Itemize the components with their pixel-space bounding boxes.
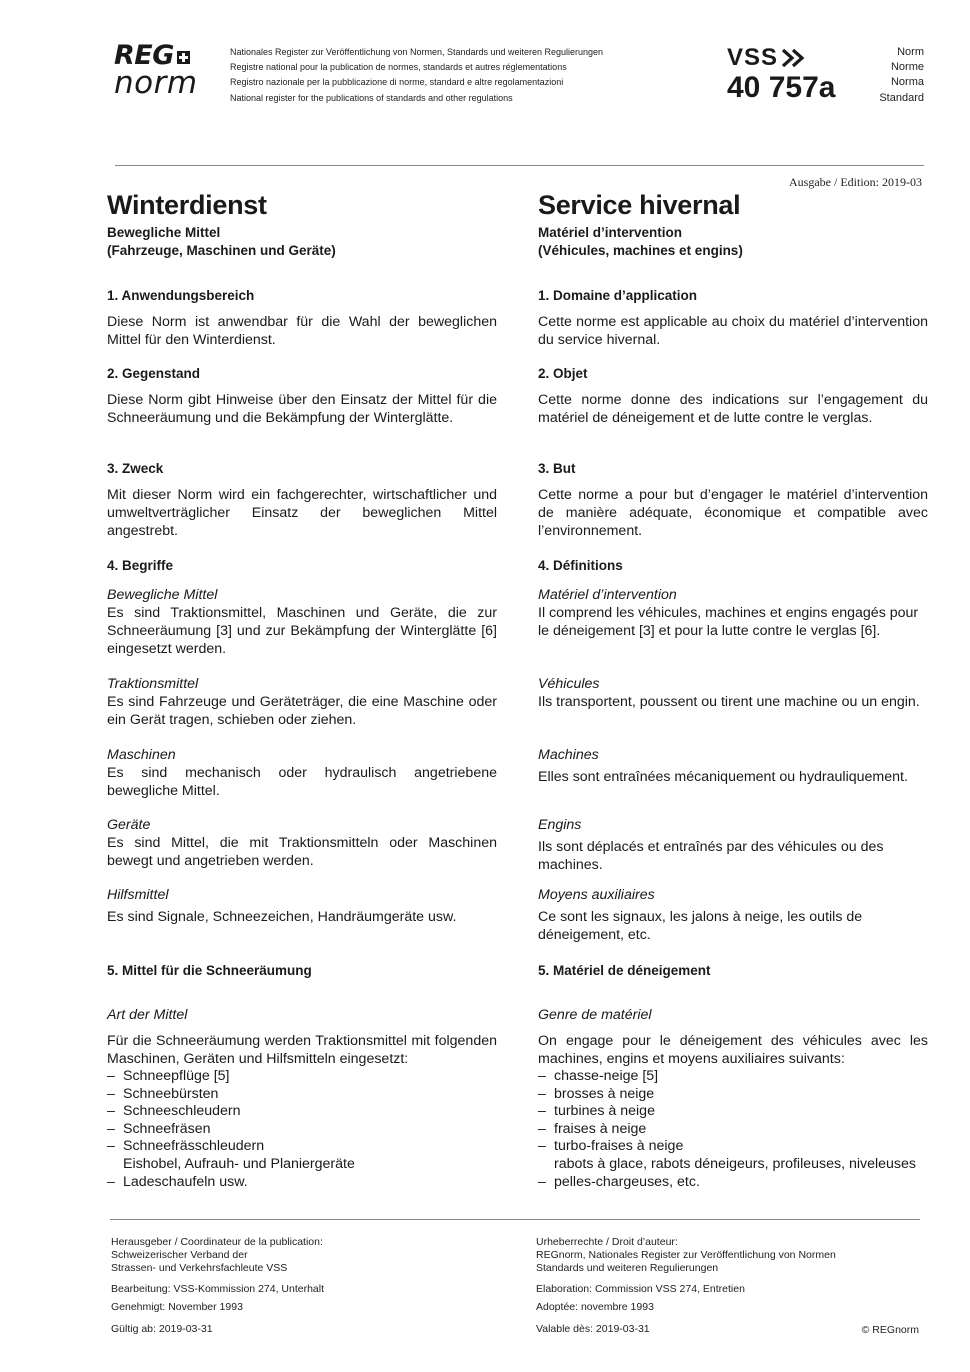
term-name: Machines bbox=[538, 747, 599, 763]
term-de bbox=[107, 586, 497, 658]
norm-number: 40 757a bbox=[727, 71, 836, 104]
term-name: Hilfsmittel bbox=[107, 887, 169, 903]
term-fr bbox=[538, 886, 928, 944]
term-name: Traktionsmittel bbox=[107, 676, 199, 692]
term-definition: Ils sont déplacés et entraînés par des véhicules ou des machines. bbox=[538, 839, 884, 873]
norm-type-de: Norm bbox=[897, 46, 924, 58]
norm-type-it: Norma bbox=[890, 76, 924, 89]
copyright-label: Urheberrechte / Droit d’auteur: bbox=[536, 1236, 678, 1248]
list-item: – turbines à neige bbox=[538, 1103, 655, 1120]
section-5-de bbox=[107, 962, 497, 980]
footer-adopted: Adoptée: novembre 1993 bbox=[536, 1301, 654, 1313]
section-3-fr bbox=[538, 460, 928, 540]
logo-text-norm: norm bbox=[114, 65, 198, 101]
list-item: – chasse-neige [5] bbox=[538, 1068, 659, 1084]
norm-type-list bbox=[879, 45, 924, 106]
term-de bbox=[107, 746, 497, 800]
copyright-line: REGnorm, Nationales Register zur Veröffentlichung von Normen bbox=[536, 1249, 836, 1261]
section-text: Mit dieser Norm wird ein fachgerechter, wirtschaftlicher und umweltverträglicher Einsatz der beweglichen Mittel angestrebt. bbox=[107, 487, 497, 539]
list-item: – Schneeschleudern bbox=[107, 1103, 241, 1120]
list-item: – brosses à neige bbox=[538, 1085, 655, 1102]
section-text: Cette norme donne des indications sur l’engagement du matériel de déneigement et de lutte contre le verglas. bbox=[538, 392, 928, 426]
section-heading: 3. But bbox=[538, 461, 576, 476]
register-line-fr: Registre national pour la publication de normes, standards et autres réglementations bbox=[230, 62, 567, 73]
term-definition: Ils transportent, poussent ou tirent une machine ou un engin. bbox=[538, 694, 920, 710]
register-line-it: Registro nazionale per la pubblicazione di norme, standard e altre regolamentazioni bbox=[230, 77, 564, 88]
logo-text-reg: REG bbox=[114, 40, 174, 71]
publisher-line: Strassen- und Verkehrsfachleute VSS bbox=[111, 1262, 288, 1274]
term-de bbox=[107, 675, 497, 729]
register-line-en: National register for the publications of standards and other regulations bbox=[230, 92, 513, 103]
term-name: Maschinen bbox=[107, 747, 176, 763]
list-item: – Schneefrässchleudern bbox=[107, 1138, 265, 1155]
footer-approved: Genehmigt: November 1993 bbox=[111, 1301, 243, 1313]
subtitle-fr bbox=[538, 224, 928, 260]
section-1-de bbox=[107, 287, 497, 349]
list-item: – Schneepflüge [5] bbox=[107, 1068, 230, 1084]
term-definition: Es sind Fahrzeuge und Geräteträger, die eine Maschine oder ein Gerät tragen, schieben oder ziehen. bbox=[107, 694, 497, 728]
term-definition: Es sind mechanisch oder hydraulisch angetriebene bewegliche Mittel. bbox=[107, 765, 497, 799]
term-fr bbox=[538, 746, 928, 786]
title-fr: Service hivernal bbox=[538, 190, 741, 220]
norm-type-en: Standard bbox=[879, 91, 924, 104]
vss-mark-text: VSS bbox=[727, 44, 779, 71]
subtitle-de-line2: (Fahrzeuge, Maschinen und Geräte) bbox=[107, 243, 336, 258]
section-heading: 2. Objet bbox=[538, 366, 588, 381]
section-text: Diese Norm gibt Hinweise über den Einsatz der Mittel für die Schneeräumung und die Bekämpfung der Winterglätte. bbox=[107, 392, 497, 426]
section-text: On engage pour le déneigement des véhicules avec les machines, engins et moyens auxiliaires suivants: bbox=[538, 1033, 928, 1067]
term-name: Bewegliche Mittel bbox=[107, 587, 218, 603]
section-text: Cette norme est applicable au choix du matériel d’intervention du service hivernal. bbox=[538, 314, 928, 348]
section-heading: 5. Matériel de déneigement bbox=[538, 963, 711, 978]
subtitle-de bbox=[107, 224, 497, 260]
section-2-fr bbox=[538, 365, 928, 427]
edition-date: Ausgabe / Edition: 2019-03 bbox=[789, 175, 922, 189]
register-description bbox=[230, 45, 603, 106]
section-4-fr bbox=[538, 557, 928, 575]
term-de bbox=[107, 886, 497, 926]
section-heading: 4. Begriffe bbox=[107, 558, 174, 573]
footer-valid-de: Gültig ab: 2019-03-31 bbox=[111, 1323, 213, 1335]
term-definition: Es sind Mittel, die mit Traktionsmitteln oder Maschinen bewegt und angetrieben werden. bbox=[107, 835, 497, 869]
subtitle-fr-line1: Matériel d’intervention bbox=[538, 225, 683, 240]
subsection-heading: Art der Mittel bbox=[107, 1007, 188, 1023]
section-5-body-de bbox=[107, 1006, 497, 1191]
section-heading: 2. Gegenstand bbox=[107, 366, 201, 381]
footer-elaboration: Elaboration: Commission VSS 274, Entretien bbox=[536, 1283, 745, 1295]
term-name: Moyens auxiliaires bbox=[538, 887, 655, 903]
list-item: – fraises à neige bbox=[538, 1120, 647, 1137]
swiss-cross-icon bbox=[177, 51, 190, 64]
term-definition: Elles sont entraînées mécaniquement ou hydrauliquement. bbox=[538, 769, 908, 785]
section-4-de bbox=[107, 557, 497, 575]
section-2-de bbox=[107, 365, 497, 427]
term-fr bbox=[538, 675, 928, 711]
list-item: – Schneebürsten bbox=[107, 1085, 219, 1102]
term-definition: Il comprend les véhicules, machines et engins engagés pour le déneigement [3] et pour la lutte contre le verglas [6]. bbox=[538, 605, 919, 639]
equipment-list-de bbox=[107, 1068, 497, 1191]
footer-valid-fr: Valable dès: 2019-03-31 bbox=[536, 1323, 650, 1335]
subtitle-fr-line2: (Véhicules, machines et engins) bbox=[538, 243, 743, 258]
term-definition: Es sind Traktionsmittel, Maschinen und Geräte, die zur Schneeräumung [3] und zur Bekämpfung der Winterglätte [6] eingesetzt werden. bbox=[107, 605, 497, 657]
list-item: – Ladeschaufeln usw. bbox=[107, 1173, 248, 1190]
copyright-mark: © REGnorm bbox=[861, 1324, 919, 1336]
section-heading: 1. Domaine d’application bbox=[538, 288, 698, 303]
list-item: – Schneefräsen bbox=[107, 1120, 211, 1137]
column-german bbox=[107, 188, 497, 260]
term-name: Geräte bbox=[107, 817, 151, 833]
term-name: Véhicules bbox=[538, 676, 600, 692]
list-item: rabots à glace, rabots déneigeurs, profileuses, niveleuses bbox=[554, 1155, 916, 1172]
regnorm-logo bbox=[114, 40, 214, 101]
vss-chevron-icon bbox=[780, 47, 810, 69]
section-heading: 4. Définitions bbox=[538, 558, 623, 573]
register-line-de: Nationales Register zur Veröffentlichung von Normen, Standards und weiteren Regulierungen bbox=[230, 47, 604, 57]
list-item: – pelles-chargeuses, etc. bbox=[538, 1173, 700, 1190]
section-heading: 5. Mittel für die Schneeräumung bbox=[107, 963, 312, 978]
term-name: Matériel d’intervention bbox=[538, 587, 677, 603]
section-heading: 3. Zweck bbox=[107, 461, 164, 476]
list-item: Eishobel, Aufrauh- und Planiergeräte bbox=[123, 1155, 355, 1172]
publisher-label: Herausgeber / Coordinateur de la publication: bbox=[111, 1236, 323, 1248]
section-5-body-fr bbox=[538, 1006, 928, 1191]
header-divider bbox=[115, 165, 924, 166]
section-1-fr bbox=[538, 287, 928, 349]
term-fr bbox=[538, 586, 928, 640]
norm-type-fr: Norme bbox=[890, 61, 924, 74]
term-definition: Ce sont les signaux, les jalons à neige, les outils de déneigement, etc. bbox=[538, 909, 863, 943]
term-definition: Es sind Signale, Schneezeichen, Handräumgeräte usw. bbox=[107, 909, 457, 925]
section-text: Cette norme a pour but d’engager le matériel d’intervention de manière adéquate, économique et compatible avec l’environnement. bbox=[538, 487, 928, 539]
term-fr bbox=[538, 816, 928, 874]
list-item: – turbo-fraises à neige bbox=[538, 1138, 684, 1155]
term-name: Engins bbox=[538, 817, 582, 833]
column-french bbox=[538, 188, 928, 260]
footer-publisher bbox=[111, 1236, 323, 1275]
footer-divider bbox=[110, 1219, 920, 1220]
term-de bbox=[107, 816, 497, 870]
equipment-list-fr bbox=[538, 1068, 928, 1191]
footer-copyright bbox=[536, 1236, 836, 1275]
footer-editing: Bearbeitung: VSS-Kommission 274, Unterhalt bbox=[111, 1283, 325, 1295]
section-5-fr bbox=[538, 962, 928, 980]
subsection-heading: Genre de matériel bbox=[538, 1007, 652, 1023]
section-3-de bbox=[107, 460, 497, 540]
title-de: Winterdienst bbox=[107, 190, 267, 220]
publisher-line: Schweizerischer Verband der bbox=[111, 1249, 248, 1261]
subtitle-de-line1: Bewegliche Mittel bbox=[107, 225, 221, 240]
section-heading: 1. Anwendungsbereich bbox=[107, 288, 255, 303]
copyright-line: Standards und weiteren Regulierungen bbox=[536, 1262, 719, 1274]
vss-badge bbox=[727, 44, 835, 104]
section-text: Für die Schneeräumung werden Traktionsmittel mit folgenden Maschinen, Geräten und Hilfsmitteln eingesetzt: bbox=[107, 1033, 497, 1067]
section-text: Diese Norm ist anwendbar für die Wahl der beweglichen Mittel für den Winterdienst. bbox=[107, 314, 497, 348]
